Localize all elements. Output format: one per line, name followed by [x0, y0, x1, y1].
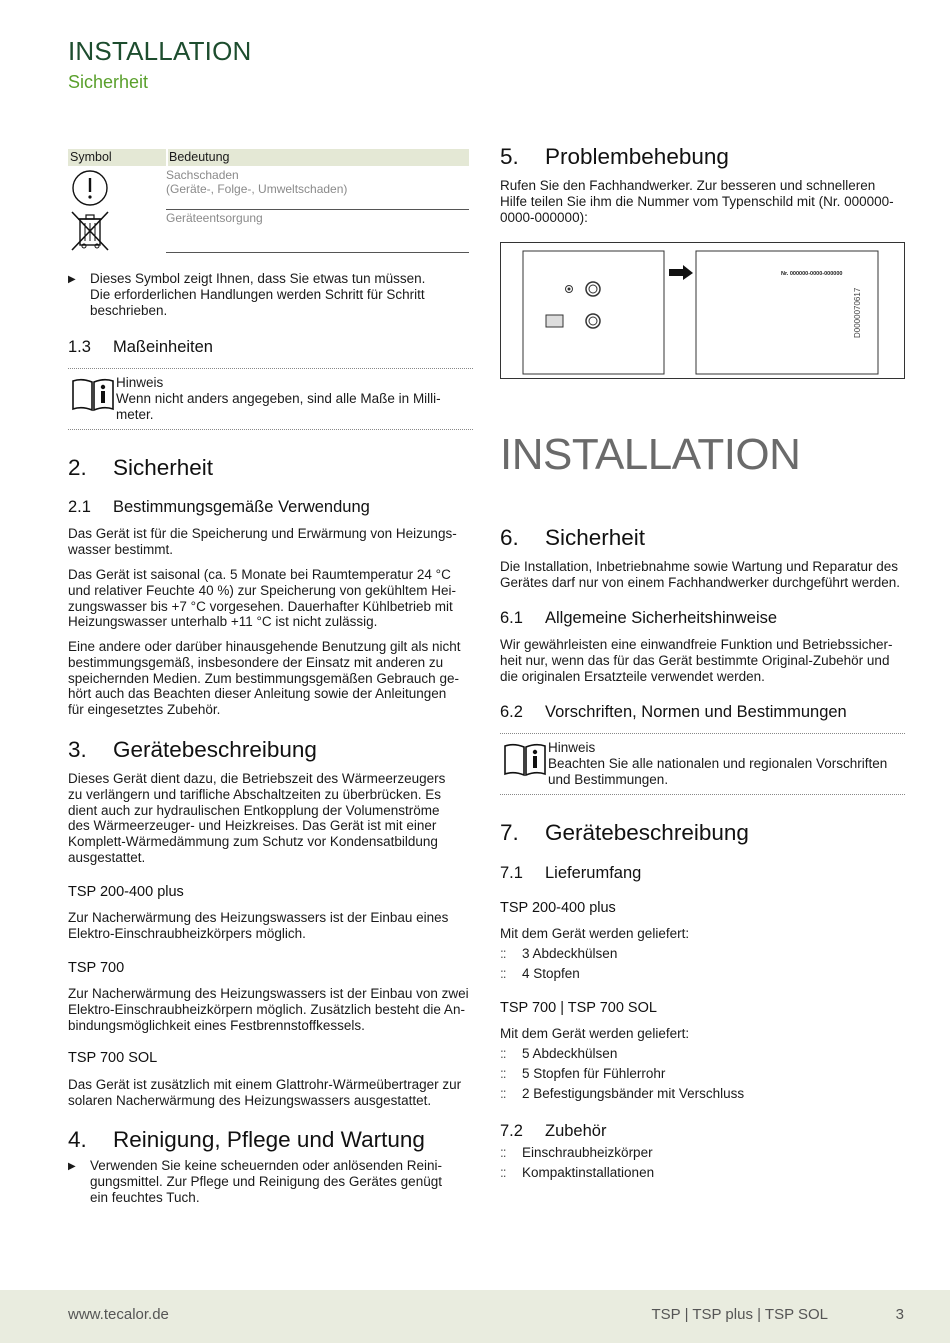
- section-1-3-heading: 1.3 Maßeinheiten: [68, 338, 213, 356]
- delivery-list: [500, 1044, 905, 1104]
- paragraph: Eine andere oder darüber hinausgehende Benutzung gilt als nicht bestimmungsgemäß, insbesondere der Einsatz mit anderen zu speichernden Medien. Zum bestimmungsgemäßen Gebrauch ge- hört auch das Beachten dieser Anleitung sowie der Anleitungen für eingesetztes Zubehör.: [68, 639, 461, 718]
- meaning-column-header: Bedeutung: [166, 149, 469, 166]
- paragraph: Die Installation, Inbetriebnahme sowie Wartung und Reparatur des Gerätes darf nur von einem Fachhandwerker durchgeführt werden.: [500, 559, 900, 590]
- info-book-icon: [70, 377, 116, 413]
- figure-code: D0000070617: [853, 287, 862, 338]
- hint-box: Hinweis Beachten Sie alle nationalen und regionalen Vorschriften und Bestimmungen.: [500, 733, 905, 795]
- paragraph: Das Gerät ist zusätzlich mit einem Glattrohr-Wärmeübertrager zur solaren Nacherwärmung des Heizungswassers ausgestattet.: [68, 1077, 462, 1108]
- section-7-2-heading: 7.2 Zubehör: [500, 1122, 607, 1140]
- section-5-heading: 5. Problembehebung: [500, 144, 729, 169]
- section-6-heading: 6. Sicherheit: [500, 525, 646, 550]
- list-item: :: Einschraubheizkörper: [500, 1145, 653, 1160]
- chapter-title: INSTALLATION: [500, 430, 801, 479]
- warning-circle-icon: [70, 168, 110, 208]
- symbol-table-header: [68, 149, 469, 166]
- section-2-heading: 2. Sicherheit: [68, 455, 214, 480]
- list-item: :: 4 Stopfen: [500, 966, 580, 981]
- symbol-table-row: [68, 210, 469, 253]
- type-plate-drawing: [501, 243, 906, 380]
- subheading-tsp700sol: TSP 700 SOL: [68, 1050, 158, 1066]
- accessory-list: [500, 1143, 905, 1183]
- section-7-heading: 7. Gerätebeschreibung: [500, 820, 749, 845]
- page-number: 3: [895, 1306, 904, 1323]
- paragraph: Das Gerät ist für die Speicherung und Erwärmung von Heizungs- wasser bestimmt.: [68, 526, 457, 557]
- footer-product: TSP | TSP plus | TSP SOL: [651, 1306, 828, 1323]
- delivery-intro: Mit dem Gerät werden geliefert:: [500, 1026, 690, 1041]
- page-section-title: INSTALLATION: [68, 36, 252, 66]
- footer-url[interactable]: www.tecalor.de: [68, 1306, 169, 1323]
- symbol-meaning-line: (Geräte-, Folge-, Umweltschaden): [166, 182, 348, 196]
- section-6-1-heading: 6.1 Allgemeine Sicherheitshinweise: [500, 609, 778, 627]
- action-note: ▶ Dieses Symbol zeigt Ihnen, dass Sie etwas tun müssen. Die erforderlichen Handlungen werden Schritt für Schritt beschrieben.: [68, 271, 426, 318]
- paragraph: Zur Nacherwärmung des Heizungswassers ist der Einbau eines Elektro-Einschraubheizkörpers möglich.: [68, 910, 449, 941]
- hint-title: Hinweis: [116, 375, 164, 390]
- type-plate-number: Nr. 000000-0000-000000: [781, 271, 843, 277]
- page-section-subtitle: Sicherheit: [68, 72, 149, 92]
- paragraph: Das Gerät ist saisonal (ca. 5 Monate bei Raumtemperatur 24 °C und relativer Feuchte 40 %) zur Speicherung von gekühltem Hei- zungswasser bis +7 °C vorgesehen. Dauerhafter Kühlbetrieb mit Heizungswasser unterhalb +11 °C ist nicht zulässig.: [68, 567, 456, 630]
- hint-title: Hinweis: [548, 740, 596, 755]
- symbol-meaning-line: Geräteentsorgung: [166, 211, 263, 225]
- list-item: :: Kompaktinstallationen: [500, 1165, 655, 1180]
- section-3-heading: 3. Gerätebeschreibung: [68, 737, 317, 762]
- hint-box: Hinweis Wenn nicht anders angegeben, sind alle Maße in Milli- meter.: [68, 368, 473, 430]
- action-arrow-icon: ▶: [68, 1161, 76, 1172]
- section-4-heading: 4. Reinigung, Pflege und Wartung: [68, 1127, 425, 1152]
- cleaning-instruction: ▶ Verwenden Sie keine scheuernden oder anlösenden Reini- gungsmittel. Zur Pflege und Reinigung des Gerätes genügt ein feuchtes Tuch.: [68, 1158, 442, 1205]
- symbol-table: [68, 149, 469, 253]
- delivery-list: [500, 944, 905, 984]
- symbol-meaning-line: Sachschaden: [166, 168, 239, 182]
- list-item: :: 5 Abdeckhülsen: [500, 1046, 618, 1061]
- delivery-intro: Mit dem Gerät werden geliefert:: [500, 926, 690, 941]
- symbol-column-header: Symbol: [70, 150, 112, 164]
- symbol-table-row: [68, 166, 469, 210]
- action-arrow-icon: ▶: [68, 274, 76, 285]
- list-item: :: 2 Befestigungsbänder mit Verschluss: [500, 1086, 745, 1101]
- section-7-1-heading: 7.1 Lieferumfang: [500, 864, 642, 882]
- subheading-tsp200: TSP 200-400 plus: [68, 884, 184, 900]
- crossed-bin-icon: [68, 210, 112, 252]
- paragraph: Rufen Sie den Fachhandwerker. Zur besseren und schnelleren Hilfe teilen Sie ihm die Nummer vom Typenschild mit (Nr. 000000- 0000-000000):: [500, 178, 894, 225]
- info-book-icon: [502, 742, 548, 778]
- subheading-tsp700: TSP 700 | TSP 700 SOL: [500, 1000, 657, 1016]
- list-item: :: 5 Stopfen für Fühlerrohr: [500, 1066, 666, 1081]
- type-plate-diagram: [500, 242, 905, 379]
- subheading-tsp200: TSP 200-400 plus: [500, 900, 616, 916]
- paragraph: Wir gewährleisten eine einwandfreie Funktion und Betriebssicher- heit nur, wenn das für das Gerät bestimmte Original-Zubehör und die originalen Ersatzteile verwendet werden.: [500, 637, 893, 684]
- list-item: :: 3 Abdeckhülsen: [500, 946, 618, 961]
- subheading-tsp700: TSP 700: [68, 960, 125, 976]
- section-6-2-heading: 6.2 Vorschriften, Normen und Bestimmungen: [500, 703, 847, 721]
- page-footer: [0, 1290, 950, 1343]
- paragraph: Zur Nacherwärmung des Heizungswassers ist der Einbau von zwei Elektro-Einschraubheizkörpern möglich. Zusätzlich besteht die An- bindungsmöglichkeit eines Festbrennstoffkessels.: [68, 986, 469, 1033]
- paragraph: Dieses Gerät dient dazu, die Betriebszeit des Wärmeerzeugers zu verlängern und tarifliche Abschaltzeiten zu überbrücken. Es dient auch zur hydraulischen Entkopplung der Volumenströme des Wärmeerzeuger- und Heizkreises. Das Gerät ist mit einer Komplett-Wärmedämmung zum Schutz vor Kondensatbildung ausgestattet.: [68, 771, 446, 865]
- section-2-1-heading: 2.1 Bestimmungsgemäße Verwendung: [68, 498, 370, 516]
